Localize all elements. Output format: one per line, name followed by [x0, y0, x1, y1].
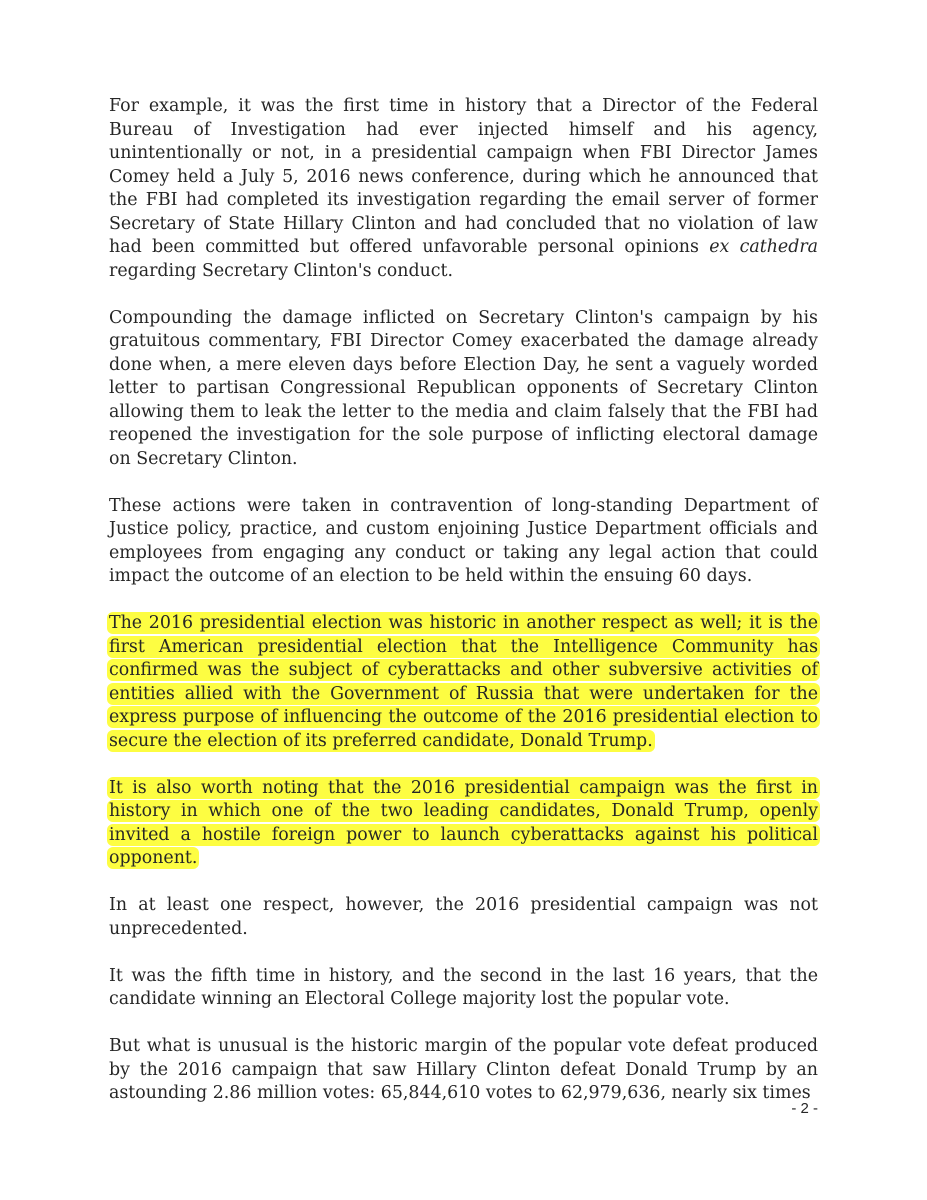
paragraph-text: It was the fifth time in history, and the second in the last 16 years, that the candidate winning an Electoral College majority lost the popular vote.	[109, 965, 818, 1009]
paragraph-text: But what is unusual is the historic margin of the popular vote defeat produced by the 2016 campaign that saw Hillary Clinton defeat Donald Trump by an astounding 2.86 million votes: 65,844,610 votes to 62,979,636, nearly six times	[109, 1036, 818, 1103]
document-body	[109, 95, 818, 1129]
paragraph-text: For example, it was the first time in history that a Director of the Federal Bureau of Investigation had ever injected himself and his agency, unintentionally or not, in a presidential campaign when FBI Director James Comey held a July 5, 2016 news conference, during which he announced that the FBI had completed its investigation regarding the email server of former Secretary of State Hillary Clinton and had concluded that no violation of law had been committed but offered unfavorable personal opinions	[109, 96, 818, 257]
highlighted-text: It is also worth noting that the 2016 presidential campaign was the first in history in which one of the two leading candidates, Donald Trump, openly invited a hostile foreign power to launch cyberattacks against his political opponent.	[109, 777, 818, 868]
italic-phrase: ex cathedra	[709, 237, 819, 257]
highlighted-text: The 2016 presidential election was historic in another respect as well; it is the first American presidential election that the Intelligence Community has confirmed was the subject of cyberattacks and other subversive activities of entities allied with the Government of Russia that were undertaken for the express purpose of influencing the outcome of the 2016 presidential election to secure the election of its preferred candidate, Donald Trump.	[109, 613, 818, 751]
paragraph-invited-foreign-power	[109, 777, 818, 871]
paragraph-russia-cyberattacks	[109, 612, 818, 753]
paragraph-not-unprecedented	[109, 894, 818, 941]
paragraph-text: Compounding the damage inflicted on Secretary Clinton's campaign by his gratuitous commentary, FBI Director Comey exacerbated the damage already done when, a mere eleven days before Election Day, he sent a vaguely worded letter to partisan Congressional Republican opponents of Secretary Clinton allowing them to leak the letter to the media and claim falsely that the FBI had reopened the investigation for the sole purpose of inflicting electoral damage on Secretary Clinton.	[109, 307, 818, 469]
paragraph-text: regarding Secretary Clinton's conduct.	[109, 260, 454, 281]
paragraph-comey-press-conference	[109, 95, 818, 283]
paragraph-text: In at least one respect, however, the 2016 presidential campaign was not unprecedented.	[109, 895, 818, 939]
paragraph-fifth-time	[109, 965, 818, 1012]
paragraph-text: These actions were taken in contravention of long-standing Department of Justice policy, practice, and custom enjoining Justice Department officials and employees from engaging any conduct or taking any legal action that could impact the outcome of an election to be held within the ensuing 60 days.	[109, 495, 818, 586]
paragraph-doj-policy	[109, 495, 818, 589]
paragraph-popular-vote-margin	[109, 1035, 818, 1106]
paragraph-comey-letter	[109, 307, 818, 472]
page-number: - 2 -	[791, 1100, 818, 1117]
